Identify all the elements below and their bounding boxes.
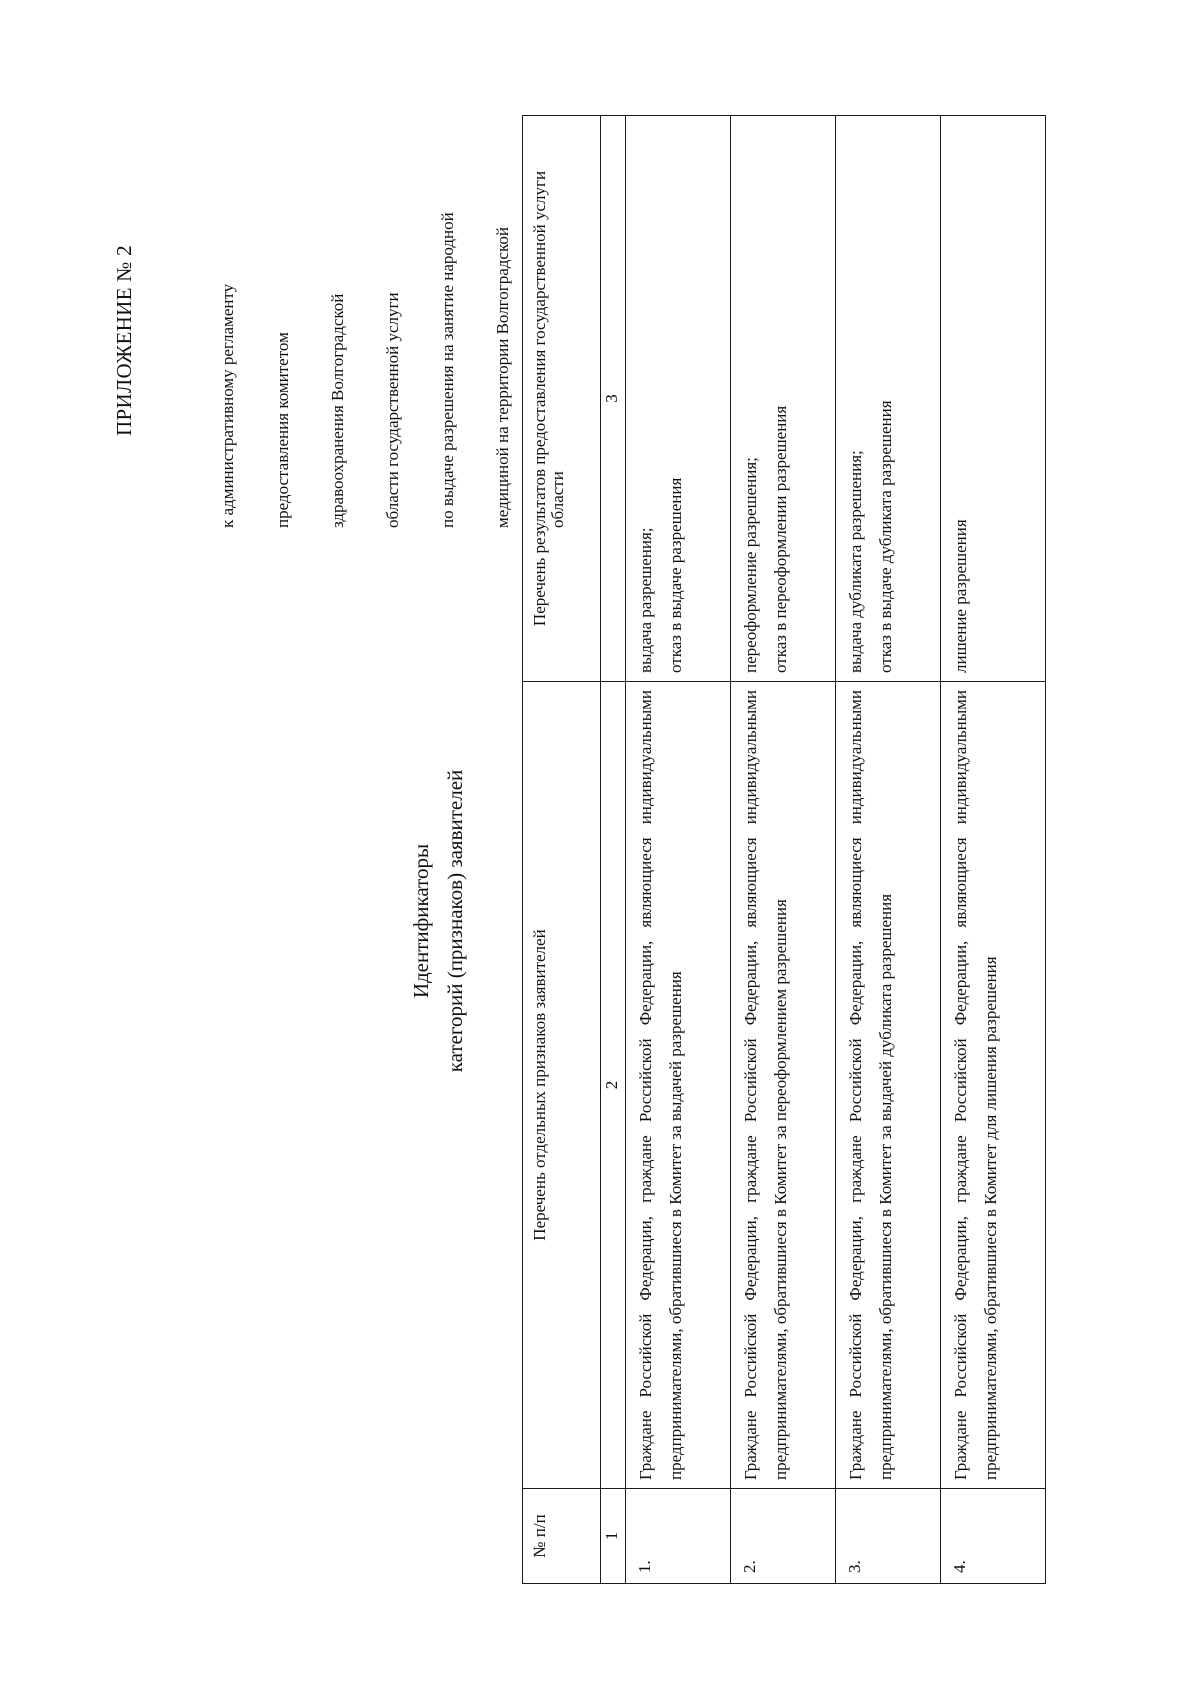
appendix-line: здравоохранения Волгоградской: [327, 293, 347, 528]
row-number: 1.: [626, 1489, 731, 1584]
row-number: 4.: [941, 1489, 1046, 1584]
row-results: лишение разрешения: [941, 116, 1046, 682]
table-row: [626, 116, 731, 1584]
table-header-row: [523, 116, 601, 1584]
row-number: 2.: [731, 1489, 836, 1584]
row-number: 3.: [836, 1489, 941, 1584]
appendix-line: к административному регламенту: [217, 283, 237, 528]
appendix-title: ПРИЛОЖЕНИЕ № 2: [112, 245, 136, 436]
row-results: переоформление разрешения; отказ в переоформлении разрешения: [731, 116, 836, 682]
appendix-line: области государственной услуги: [382, 292, 402, 528]
row-results: выдача дубликата разрешения; отказ в выдаче дубликата разрешения: [836, 116, 941, 682]
appendix-line: по выдаче разрешения на занятие народной: [437, 212, 457, 528]
header-criteria: Перечень отдельных признаков заявителей: [523, 682, 601, 1489]
header-results: Перечень результатов предоставления государственной услуги: [523, 116, 601, 682]
header-number: № п/п: [523, 1489, 601, 1584]
row-criteria: Граждане Российской Федерации, граждане Российской Федерации, являющиеся индивидуальными предпринимателями, обратившиеся в Комитет для лишения разрешения: [941, 682, 1046, 1489]
table-row: [941, 116, 1046, 1584]
row-criteria: Граждане Российской Федерации, граждане Российской Федерации, являющиеся индивидуальными предпринимателями, обратившиеся в Комитет за выдачей дубликата разрешения: [836, 682, 941, 1489]
document-title-line-2: категорий (признаков) заявителей: [443, 769, 467, 1073]
table-row: [836, 116, 941, 1584]
column-number: 2: [601, 682, 626, 1489]
appendix-line: области: [547, 471, 567, 528]
row-criteria: Граждане Российской Федерации, граждане Российской Федерации, являющиеся индивидуальными предпринимателями, обратившиеся в Комитет за переоформлением разрешения: [731, 682, 836, 1489]
column-number-row: [601, 116, 626, 1584]
identifiers-table: [522, 115, 1046, 1584]
row-criteria: Граждане Российской Федерации, граждане Российской Федерации, являющиеся индивидуальными предпринимателями, обратившиеся в Комитет за выдачей разрешения: [626, 682, 731, 1489]
document-title: [404, 706, 472, 1136]
row-results: выдача разрешения; отказ в выдаче разрешения: [626, 116, 731, 682]
document-title-line-1: Идентификаторы: [409, 843, 433, 999]
table-row: [731, 116, 836, 1584]
column-number: 3: [601, 116, 626, 682]
column-number: 1: [601, 1489, 626, 1584]
appendix-line: предоставления комитетом: [272, 332, 292, 528]
appendix-line: медициной на территории Волгоградской: [492, 227, 512, 528]
